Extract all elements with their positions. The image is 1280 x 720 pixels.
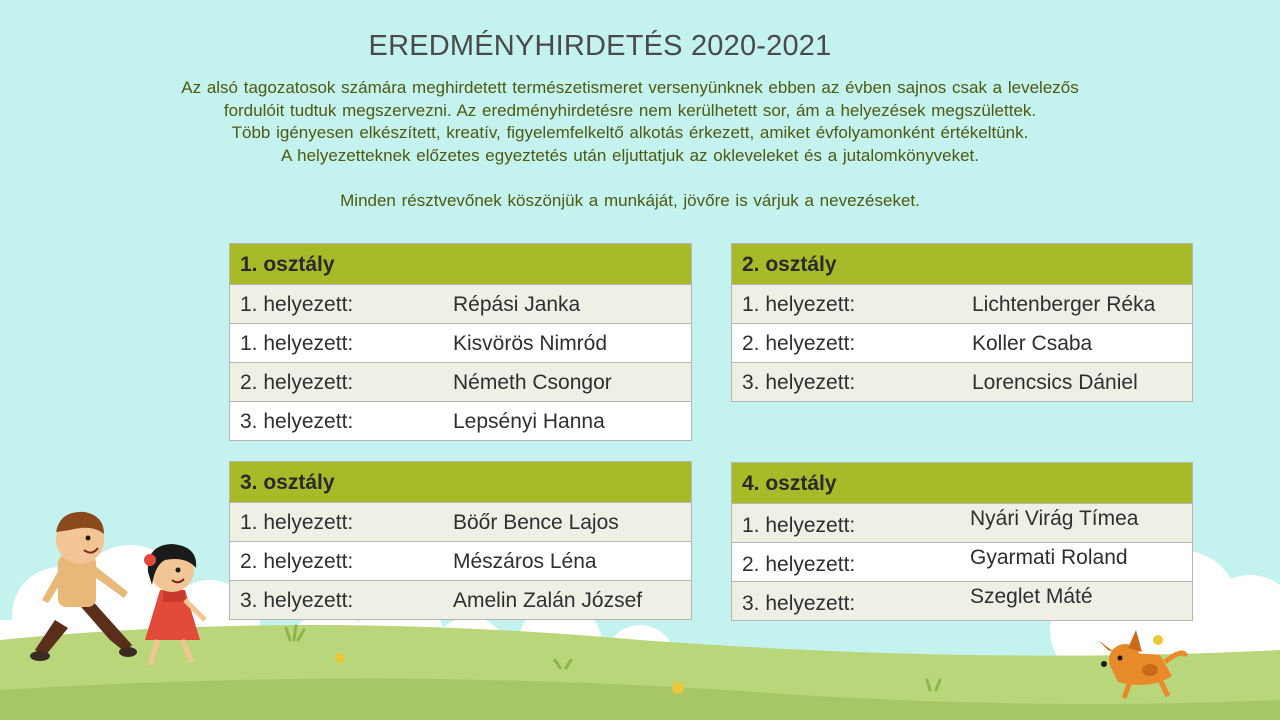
intro-line: Az alsó tagozatosok számára meghirdetett természetismeret versenyünknek ebben az évben sajnos csak a levelezős xyxy=(181,78,1079,97)
winner-name: Böőr Bence Lajos xyxy=(453,511,619,534)
intro-line: A helyezetteknek előzetes egyeztetés után eljuttatjuk az okleveleket és a jutalomkönyveket. xyxy=(281,145,979,165)
table-row xyxy=(230,362,691,401)
place-label: 3. helyezett: xyxy=(742,592,856,615)
thanks-text: Minden résztvevőnek köszönjük a munkáját, jövőre is várjuk a nevezéseket. xyxy=(340,191,920,210)
table-row xyxy=(732,284,1192,323)
table-row xyxy=(732,542,1192,581)
table-row xyxy=(732,503,1192,542)
table-row xyxy=(230,323,691,362)
place-label: 1. helyezett: xyxy=(742,293,856,316)
winner-name: Lorencsics Dániel xyxy=(972,371,1138,394)
intro-line: Több igényesen elkészített, kreatív, figyelemfelkeltő alkotás érkezett, amiket évfolyamonként értékeltünk. xyxy=(231,123,1029,142)
winner-name: Kisvörös Nimród xyxy=(453,332,608,355)
table-row xyxy=(732,323,1192,362)
table-row xyxy=(230,502,691,541)
winner-name: Lichtenberger Réka xyxy=(972,293,1156,316)
place-label: 2. helyezett: xyxy=(742,332,856,355)
table-row xyxy=(230,580,691,619)
results-table-grade-3 xyxy=(229,461,692,620)
table-row xyxy=(732,581,1192,620)
table-row xyxy=(230,401,691,440)
place-label: 3. helyezett: xyxy=(240,410,354,433)
table-header: 4. osztály xyxy=(732,463,1192,503)
intro-text xyxy=(40,77,1220,167)
place-label: 2. helyezett: xyxy=(240,550,354,573)
table-row xyxy=(230,284,691,323)
results-table-grade-1 xyxy=(229,243,692,441)
place-label: 1. helyezett: xyxy=(240,511,354,534)
place-label: 3. helyezett: xyxy=(240,589,354,612)
results-table-grade-4 xyxy=(731,462,1193,621)
table-row xyxy=(732,362,1192,401)
place-label: 3. helyezett: xyxy=(742,371,856,394)
place-label: 2. helyezett: xyxy=(742,553,856,576)
results-table-grade-2 xyxy=(731,243,1193,402)
winner-name: Gyarmati Roland xyxy=(970,546,1128,569)
winner-name: Szeglet Máté xyxy=(970,585,1093,608)
place-label: 2. helyezett: xyxy=(240,371,354,394)
winner-name: Mészáros Léna xyxy=(453,550,597,573)
place-label: 1. helyezett: xyxy=(240,293,354,316)
winner-name: Koller Csaba xyxy=(972,332,1093,355)
winner-name: Amelin Zalán József xyxy=(453,589,643,612)
winner-name: Lepsényi Hanna xyxy=(453,410,605,433)
place-label: 1. helyezett: xyxy=(742,514,856,537)
table-header: 3. osztály xyxy=(230,462,691,502)
intro-line: fordulóit tudtuk megszervezni. Az eredményhirdetésre nem kerülhetett sor, ám a helyezések megszülettek. xyxy=(223,100,1037,120)
table-header: 2. osztály xyxy=(732,244,1192,284)
table-row xyxy=(230,541,691,580)
winner-name: Répási Janka xyxy=(453,293,581,316)
winner-name: Nyári Virág Tímea xyxy=(970,507,1139,530)
place-label: 1. helyezett: xyxy=(240,332,354,355)
table-header: 1. osztály xyxy=(230,244,691,284)
winner-name: Németh Csongor xyxy=(453,371,612,394)
page-title: EREDMÉNYHIRDETÉS 2020-2021 xyxy=(368,30,832,62)
